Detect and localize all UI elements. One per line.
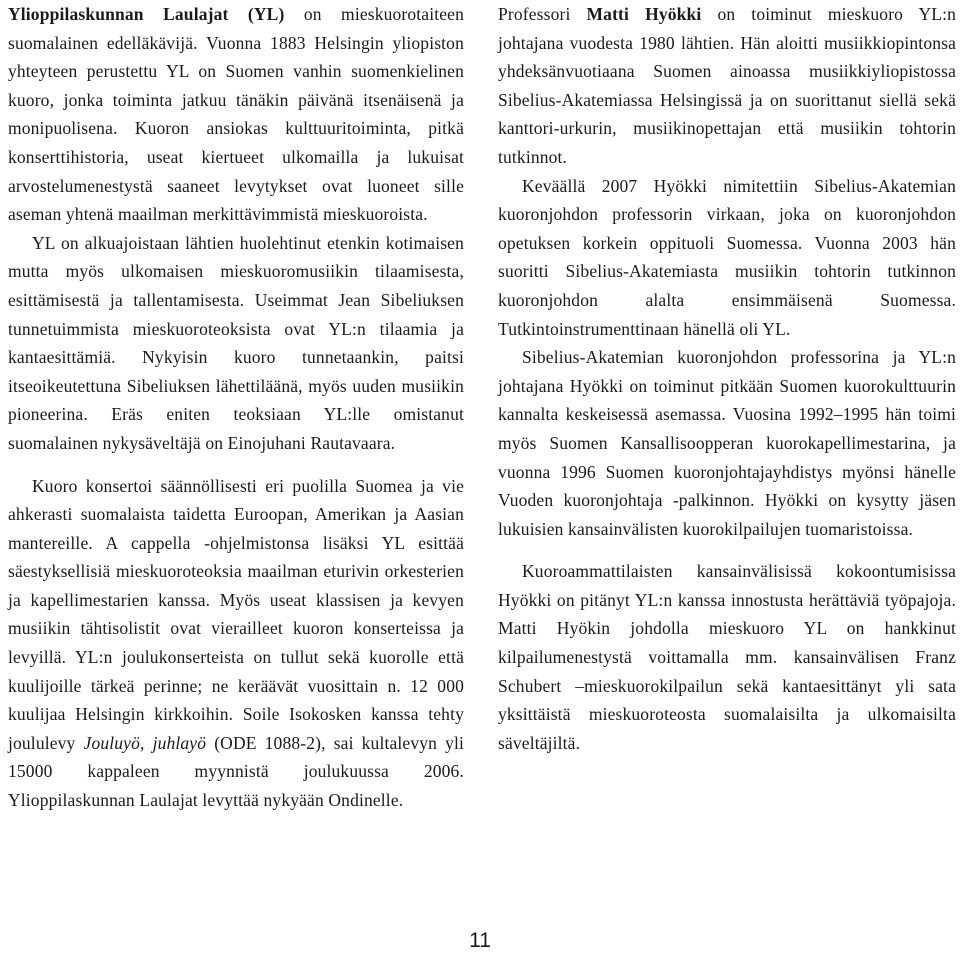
- concerts-text: Kuoro konsertoi säännöllisesti eri puolilla Suomea ja vie ahkerasti suomalaista taidetta Euroopan, Amerikan ja Aasian mantereille. A cappella -ohjelmistonsa lisäksi YL esittää säestyksellisiä mieskuoroteoksia maailman eturivin orkesterien ja kapellimestarien kanssa. Myös useat klassisen ja kevyen musiikin tähtisolistit ovat vierailleet kuoron konserteissa ja levyillä. YL:n joulukonserteista on tullut sekä kuorolle että kuulijoille tärkeä perinne; ne keräävät vuosittain n. 12 000 kuulijaa Helsingin kirkkoihin. Soile Isokosken kanssa tehty joululevy: [8, 475, 464, 753]
- concerts-text-end: (ODE 1088-2), sai kultalevyn yli 15000 kappaleen myynnistä joulukuussa 2006. Ylioppilaskunnan Laulajat levyttää nykyään Ondinelle.: [8, 732, 465, 811]
- concerts-paragraph: [8, 472, 464, 815]
- intro-text: on mieskuorotaiteen suomalainen edelläkävijä. Vuonna 1883 Helsingin yliopiston yhteyteen perustettu YL on Suomen vanhin suomenkielinen kuoro, jonka toiminta jatkuu tänäkin päivänä itsenäisenä ja monipuolisena. Kuoron ansiokas kulttuuritoiminta, pitkä konserttihistoria, useat kiertueet ulkomailla ja lukuisat arvostelumenestystä saaneet levytykset ovat luoneet sille aseman yhtenä maailman merkittävimmistä mieskuoroista.: [8, 4, 464, 225]
- workshops-paragraph: Kuoroammattilaisten kansainvälisissä kokoontumisissa Hyökki on pitänyt YL:n kanssa innostusta herättäviä työpajoja. Matti Hyökin johdolla mieskuoro YL on hankkinut kilpailumenestystä voittamalla mm. kansainvälisen Franz Schubert –mieskuorokilpailun sekä kantaesittänyt yli sata yksittäistä mieskuoroteosta suomalaisilta ja ulkomaisilta säveltäjiltä.: [498, 561, 956, 753]
- intro-paragraph: [8, 0, 464, 229]
- repertoire-paragraph: YL on alkuajoistaan lähtien huolehtinut etenkin kotimaisen mutta myös ulkomaisen mieskuoromusiikin tilaamisesta, esittämisestä ja tallentamisesta. Useimmat Jean Sibeliuksen tunnetuimmista mieskuoroteoksista ovat YL:n tilaamia ja kantaesittämiä. Nykyisin kuoro tunnetaankin, paitsi itseoikeutettuna Sibeliuksen lähettiläänä, myös uuden musiikin pioneerina. Eräs eniten teoksiaan YL:lle omistanut suomalainen nykysäveltäjä on Einojuhani Rautavaara.: [8, 232, 464, 453]
- conductor-paragraph: [498, 0, 956, 172]
- right-column: [498, 0, 956, 757]
- album-title: Jouluyö, juhlayö: [83, 732, 207, 753]
- career-paragraph: Sibelius-Akatemian kuoronjohdon professorina ja YL:n johtajana Hyökki on toiminut pitkään Suomen kuorokulttuurin kannalta keskeisessä asemassa. Vuosina 1992–1995 hän toimi myös Suomen Kansallisoopperan kuorokapellimestarina, ja vuonna 1996 Suomen kuoronjohtajayhdistys myönsi hänelle Vuoden kuoronjohtaja -palkinnon. Hyökki on kysytty jäsen lukuisien kansainvälisten kuorokilpailujen tuomaristoissa.: [498, 347, 956, 539]
- conductor-title: Professori: [498, 4, 587, 24]
- professorship-paragraph: Keväällä 2007 Hyökki nimitettiin Sibelius-Akatemian kuoronjohdon professorin virkaan, joka on kuoronjohdon opetuksen korkein oppituoli Suomessa. Vuonna 2003 hän suoritti Sibelius-Akatemiasta musiikin tohtorin tutkinnon kuoronjohdon alalta ensimmäisenä Suomessa. Tutkintoinstrumenttinaan hänellä oli YL.: [498, 175, 956, 339]
- left-column: [8, 0, 464, 815]
- conductor-text: on toiminut mieskuoro YL:n johtajana vuodesta 1980 lähtien. Hän aloitti musiikkiopintonsa yhdeksänvuotiaana Suomen ainoassa musiikkiyliopistossa Sibelius-Akatemiassa Helsingissä ja on suorittanut siellä sekä kanttori-urkurin, musiikinopettajan että musiikin tohtorin tutkinnot.: [498, 4, 957, 167]
- page-number: 11: [469, 929, 491, 952]
- conductor-name: Matti Hyökki: [586, 4, 702, 24]
- choir-name: Ylioppilaskunnan Laulajat (YL): [8, 4, 285, 24]
